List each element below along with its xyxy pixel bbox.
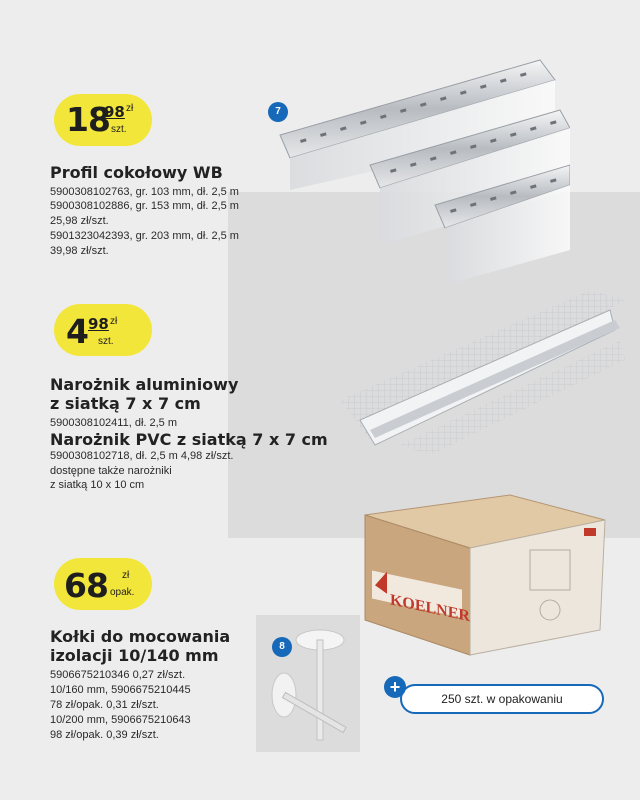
product-detail: 5900308102411, dł. 2,5 m [50, 417, 178, 429]
product-number-badge: 8 [272, 637, 292, 657]
price-unit: opak. [110, 587, 135, 598]
product-detail: z siatką 10 x 10 cm [50, 479, 145, 491]
product-detail: 5900308102718, dł. 2,5 m 4,98 zł/szt. [50, 450, 234, 462]
product-title: z siatką 7 x 7 cm [50, 394, 201, 413]
price-currency: zł [122, 570, 130, 581]
product-title: izolacji 10/140 mm [50, 646, 219, 665]
insulation-anchor-image [262, 615, 362, 750]
product-detail: 39,98 zł/szt. [50, 245, 109, 257]
mesh-corner-image [330, 270, 630, 460]
plinth-profile-image [270, 40, 570, 290]
product-title: Kołki do mocowania [50, 627, 231, 646]
product-number-badge: 7 [268, 102, 288, 122]
product-detail: dostępne także narożniki [50, 465, 172, 477]
price-unit: szt. [98, 336, 114, 347]
product-title: Profil cokołowy WB [50, 163, 223, 182]
price-main: 18 [66, 100, 110, 139]
package-quantity-callout: 250 szt. w opakowaniu [400, 684, 604, 714]
product-detail: 5900308102886, gr. 153 mm, dł. 2,5 m [50, 200, 239, 212]
product-detail: 78 zł/opak. 0,31 zł/szt. [50, 699, 159, 711]
product-title: Narożnik aluminiowy [50, 375, 239, 394]
plus-icon: + [384, 676, 406, 698]
price-unit: szt. [111, 124, 127, 135]
price-cents: 98 [88, 315, 109, 333]
product-detail: 98 zł/opak. 0,39 zł/szt. [50, 729, 159, 741]
product-detail: 5900308102763, gr. 103 mm, dł. 2,5 m [50, 186, 239, 198]
price-main: 68 [64, 566, 108, 605]
product-detail: 25,98 zł/szt. [50, 215, 109, 227]
product-detail: 10/160 mm, 5906675210445 [50, 684, 191, 696]
price-main: 4 [66, 312, 88, 351]
koelner-box-image [360, 490, 610, 660]
price-cents: 98 [104, 103, 125, 121]
price-currency: zł [126, 103, 134, 114]
box-brand-text: KOELNER [390, 591, 470, 626]
product-detail: 5906675210346 0,27 zł/szt. [50, 669, 186, 681]
product-detail: 5901323042393, gr. 203 mm, dł. 2,5 m [50, 230, 239, 242]
product-title-secondary: Narożnik PVC z siatką 7 x 7 cm [50, 430, 328, 449]
price-currency: zł [110, 316, 118, 327]
product-detail: 10/200 mm, 5906675210643 [50, 714, 191, 726]
